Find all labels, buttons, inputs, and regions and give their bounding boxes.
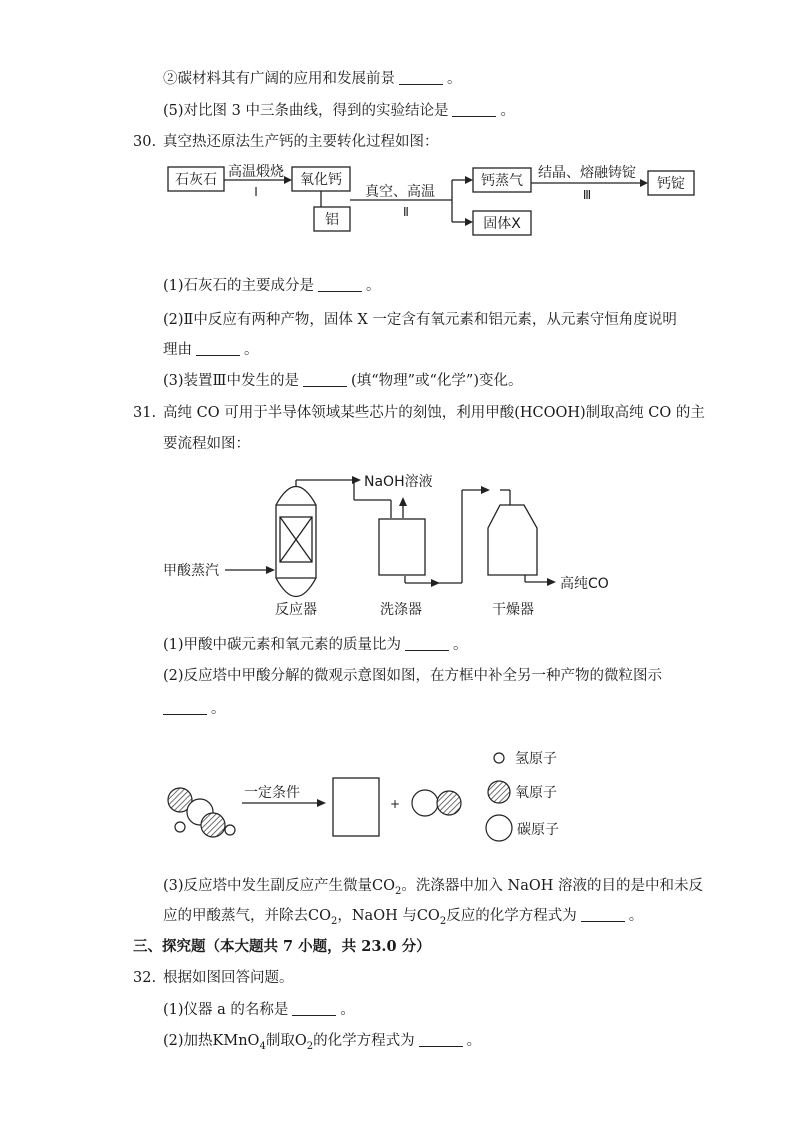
- line-text: (1)石灰石的主要成分是: [163, 278, 315, 294]
- line-text: (1)甲酸中碳元素和氧元素的质量比为: [163, 637, 402, 653]
- reactor-label: 反应器: [275, 602, 317, 618]
- naoh-label: NaOH溶液: [364, 474, 433, 490]
- punct: 。: [447, 71, 462, 87]
- section-heading: 三、探究题（本大题共 7 小题，共 23.0 分）: [133, 938, 431, 955]
- solid-x-label: 固体X: [483, 216, 521, 232]
- al-label: 铝: [325, 212, 339, 228]
- line-text: 理由: [163, 342, 192, 358]
- cao-label: 氧化钙: [300, 172, 342, 188]
- question-text: 根据如图回答问题。: [163, 970, 294, 986]
- question-text: 真空热还原法生产钙的主要转化过程如图：: [163, 134, 439, 150]
- punct: 。: [366, 278, 381, 294]
- dryer-label: 干燥器: [492, 602, 534, 618]
- step2-numeral: Ⅱ: [403, 205, 409, 219]
- legend-c-label: 碳原子: [517, 822, 559, 838]
- oxygen-atom: [437, 791, 461, 815]
- line-text: 的化学方程式为: [313, 1033, 415, 1049]
- text-line: (2)反应塔中甲酸分解的微观示意图如图，在方框中补全另一种产物的微粒图示: [163, 668, 663, 684]
- subscript: 2: [330, 915, 338, 927]
- step1-label: 高温煅烧: [228, 164, 284, 180]
- question-text: 高纯 CO 可用于半导体领域某些芯片的刻蚀，利用甲酸(HCOOH)制取高纯 CO 的主: [163, 405, 705, 421]
- step3-label: 结晶、熔融铸锭: [538, 165, 636, 181]
- punct: 。: [453, 637, 468, 653]
- answer-blank[interactable]: [419, 1032, 463, 1047]
- line-text: 制取O: [265, 1033, 307, 1049]
- product-label: 高纯CO: [560, 576, 609, 592]
- line-text: 。洗涤器中加入 NaOH 溶液的目的是中和未反: [401, 878, 703, 894]
- punct: 。: [500, 103, 515, 119]
- legend-h-label: 氢原子: [515, 751, 557, 767]
- subscript: 4: [259, 1040, 266, 1052]
- oxygen-atom: [201, 813, 225, 837]
- text-line: [163, 906, 643, 932]
- punct: 。: [340, 1002, 355, 1018]
- step2-label: 真空、高温: [365, 184, 435, 200]
- line-text: (1)仪器 a 的名称是: [163, 1002, 289, 1018]
- text-line: (2)Ⅱ中反应有两种产物，固体 X 一定含有氧元素和铝元素，从元素守恒角度说明: [163, 312, 677, 328]
- washer-label: 洗涤器: [380, 602, 422, 618]
- question-text: 要流程如图：: [163, 436, 250, 452]
- line-text: (填“物理”或“化学”)变化。: [351, 373, 523, 389]
- step3-numeral: Ⅲ: [582, 188, 592, 202]
- question-number: 32.: [133, 970, 157, 986]
- limestone-label: 石灰石: [175, 172, 217, 188]
- punct: 。: [211, 701, 226, 717]
- line-text: (2)加热KMnO: [163, 1033, 260, 1049]
- answer-blank[interactable]: [581, 907, 625, 922]
- subscript: 2: [439, 915, 447, 927]
- subscript: 2: [395, 885, 402, 897]
- plus-sign: +: [390, 797, 401, 811]
- line-text: 反应的化学方程式为: [446, 908, 577, 924]
- answer-blank[interactable]: [292, 1001, 336, 1016]
- text-line: [163, 876, 703, 902]
- hydrogen-atom: [175, 822, 185, 832]
- question-number: 30.: [133, 134, 157, 150]
- ca-ingot-label: 钙锭: [657, 176, 685, 192]
- legend-o-atom: [488, 781, 510, 803]
- punct: 。: [466, 1033, 482, 1049]
- line-text: 应的甲酸蒸气，并除去CO: [163, 908, 331, 924]
- subscript: 2: [306, 1040, 314, 1052]
- condition-label: 一定条件: [244, 785, 300, 801]
- step1-numeral: Ⅰ: [254, 185, 258, 199]
- text-line: [163, 1031, 481, 1057]
- punct: 。: [628, 908, 644, 924]
- carbon-atom: [412, 790, 438, 816]
- line-text: ，NaOH 与CO: [337, 908, 440, 924]
- legend-h-atom: [494, 753, 504, 763]
- answer-box[interactable]: [333, 778, 379, 836]
- legend-o-label: 氧原子: [515, 785, 557, 801]
- text-line: [163, 1000, 355, 1020]
- line-text: ②碳材料其有广阔的应用和发展前景: [163, 71, 395, 87]
- line-text: (3)装置Ⅲ中发生的是: [163, 373, 300, 389]
- question-number: 31.: [133, 405, 157, 421]
- line-text: (5)对比图 3 中三条曲线，得到的实验结论是: [163, 103, 449, 119]
- legend-c-atom: [486, 815, 512, 841]
- hydrogen-atom: [225, 825, 235, 835]
- punct: 。: [244, 342, 259, 358]
- formic-vapor-label: 甲酸蒸汽: [163, 563, 219, 579]
- ca-vapor-label: 钙蒸气: [481, 173, 523, 189]
- line-text: (3)反应塔中发生副反应产生微量CO: [163, 878, 396, 894]
